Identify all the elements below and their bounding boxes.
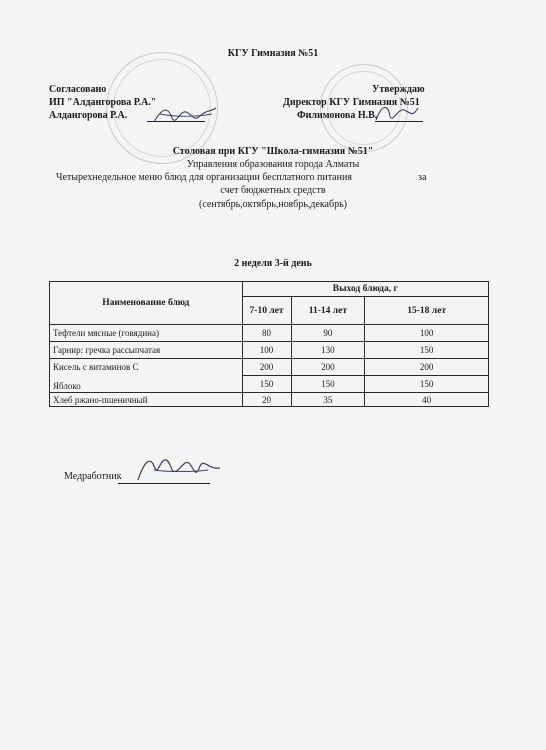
signature-right (372, 100, 422, 126)
table-row (50, 359, 489, 376)
director-title: Директор КГУ Гимназия №51 (283, 97, 420, 108)
approved-left-label: Согласовано (49, 84, 107, 95)
title-line1: Столовая при КГУ "Школа-гимназия №51" (172, 146, 374, 157)
title-line3: Четырехнедельное меню блюд для организации бесплатного питания (56, 172, 352, 183)
col-header-yield: Выход блюда, г (242, 282, 488, 297)
yield-value: 35 (291, 393, 365, 407)
yield-value: 100 (365, 325, 489, 342)
title-line2: Управления образования города Алматы (186, 159, 360, 170)
agreed-company: ИП "Алдангорова Р.А." (49, 97, 157, 108)
medic-label: Медработник (64, 471, 122, 482)
yield-value: 80 (242, 325, 291, 342)
dish-name: Хлеб ржано-пшеничный (50, 393, 243, 407)
col-header-age-3: 15-18 лет (365, 297, 489, 325)
dish-name: Тефтели мясные (говядина) (50, 325, 243, 342)
medic-signature (134, 452, 224, 486)
yield-value: 40 (365, 393, 489, 407)
director-name: Филимонова Н.В. (297, 110, 378, 121)
menu-table (49, 281, 489, 407)
yield-value: 150 (242, 376, 291, 393)
yield-value: 150 (291, 376, 365, 393)
approved-right-label: Утверждаю (372, 84, 425, 95)
day-label: 2 неделя 3-й день (234, 258, 312, 269)
yield-value: 150 (365, 376, 489, 393)
yield-value: 130 (291, 342, 365, 359)
yield-value: 200 (242, 359, 291, 376)
col-header-dish: Наименование блюд (50, 282, 243, 325)
title-line5: (сентябрь,октябрь,ноябрь,декабрь) (199, 199, 347, 210)
dish-name: Гарнир: гречка рассыпчатая (50, 342, 243, 359)
yield-value: 200 (291, 359, 365, 376)
yield-value: 90 (291, 325, 365, 342)
dish-name-merged (50, 359, 243, 393)
signature-left (150, 100, 220, 130)
table-row (50, 342, 489, 359)
table-row (50, 325, 489, 342)
title-line4: счет бюджетных средств (220, 185, 326, 196)
title-line3-tail: за (418, 172, 427, 183)
school-name: КГУ Гимназия №51 (227, 48, 319, 59)
agreed-person: Алдангорова Р.А. (49, 110, 128, 121)
yield-value: 150 (365, 342, 489, 359)
dish-name: Яблоко (53, 381, 81, 391)
yield-value: 100 (242, 342, 291, 359)
col-header-age-1: 7-10 лет (242, 297, 291, 325)
col-header-age-2: 11-14 лет (291, 297, 365, 325)
table-row (50, 393, 489, 407)
dish-name: Кисель с витаминов С (53, 362, 139, 372)
yield-value: 20 (242, 393, 291, 407)
yield-value: 200 (365, 359, 489, 376)
